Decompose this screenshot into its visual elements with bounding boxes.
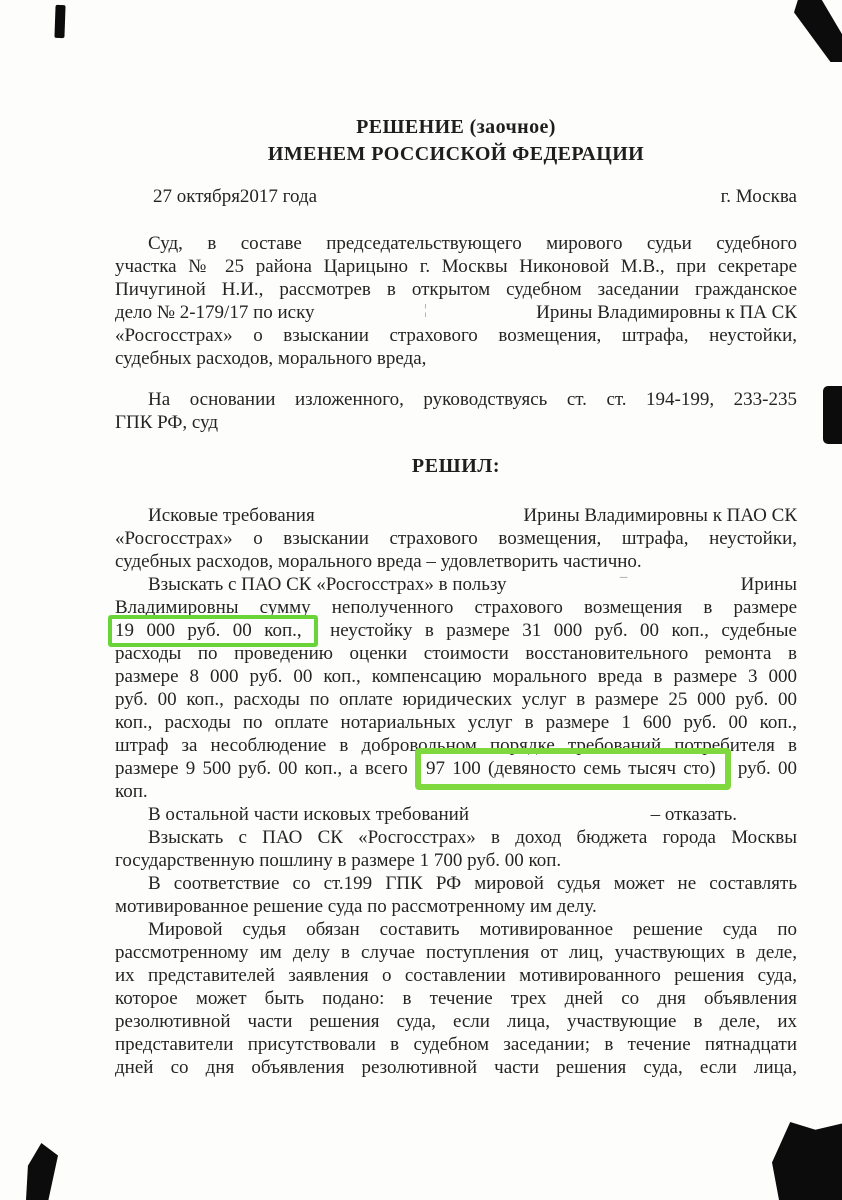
text-line: коп. <box>115 781 148 802</box>
text-line: Пичугиной Н.И., рассмотрев в открытом судебном заседании гражданское <box>115 279 797 300</box>
highlight-total-amount: 97 100 (девяносто семь тысяч сто) <box>415 748 731 790</box>
text-line: «Росгосстрах» о взыскании страхового возмещения, штрафа, неустойки, <box>115 528 797 549</box>
redaction-gap-mark: ¦ <box>423 302 427 318</box>
paragraph-claims-granted <box>115 504 797 573</box>
text-line-with-redaction <box>115 504 797 527</box>
paragraph-article-199 <box>115 872 797 918</box>
deny-text: – отказать. <box>650 804 737 825</box>
remaining-claims-text: В остальной части исковых требований <box>148 804 469 825</box>
resolution-heading: РЕШИЛ: <box>411 455 501 477</box>
text-line-with-redaction <box>115 803 797 826</box>
title-in-the-name-of: ИМЕНЕМ РОССИСКОЙ ФЕДЕРАЦИИ <box>267 143 645 165</box>
paragraph-reasoned-decision-rules <box>115 918 797 1079</box>
date-row <box>115 185 797 208</box>
paragraph-claims-denied <box>115 803 797 826</box>
text-line: Суд, в составе председательствующего мирового судьи судебного <box>148 233 797 254</box>
text-line: судебных расходов, морального вреда, <box>115 348 427 369</box>
text-line: Мировой судья обязан составить мотивированное решение суда по <box>148 919 797 940</box>
text-line: дней со дня объявления резолютивной части решения суда, если лица, <box>115 1057 797 1078</box>
text-line: их представителей заявления о составлении мотивированного решения суда, <box>115 965 797 986</box>
text-line: государственную пошлину в размере 1 700 руб. 00 коп. <box>115 850 562 871</box>
document-title-block <box>115 114 797 168</box>
text-line: которое может быть подано: в течение трех дней со дня объявления <box>115 988 797 1009</box>
highlight-insurance-amount: 19 000 руб. 00 коп., <box>108 615 318 647</box>
title-decision-type: РЕШЕНИЕ (заочное) <box>356 116 556 138</box>
text-line-with-redaction <box>115 301 797 324</box>
text-line: руб. 00 коп., расходы по оплате юридических услуг в размере 25 000 руб. 00 <box>115 689 797 710</box>
text-line-highlighted <box>115 619 797 642</box>
text-segment: неустойку в размере 31 000 руб. 00 коп., судебные <box>330 620 797 641</box>
text-line-highlighted <box>115 757 797 780</box>
text-line: штраф за несоблюдение в добровольном порядке требований потребителя в <box>115 735 797 756</box>
text-line: В соответствие со ст.199 ГПК РФ мировой судья может не составлять <box>148 873 797 894</box>
scan-artifact-top-left <box>54 5 65 38</box>
text-line: мотивированное решение суда по рассмотренному им делу. <box>115 896 597 917</box>
scan-artifact-right-edge <box>823 386 842 444</box>
paragraph-court-composition <box>115 232 797 370</box>
text-line: коп., расходы по оплате нотариальных услуг в размере 1 600 руб. 00 коп., <box>115 712 797 733</box>
text-line: расходы по проведению оценки стоимости восстановительного ремонта в <box>115 643 797 664</box>
text-line: «Росгосстрах» о взыскании страхового возмещения, штрафа, неустойки, <box>115 325 797 346</box>
recover-from-text: Взыскать с ПАО СК «Росгосстрах» в пользу <box>148 574 507 595</box>
text-segment: руб. 00 <box>737 758 798 779</box>
paragraph-awarded-amounts <box>115 569 798 803</box>
text-line: участка № 25 района Царицыно г. Москвы Никоновой М.В., при секретаре <box>115 256 797 277</box>
text-line: представители присутствовали в судебном заседании; в течение пятнадцати <box>115 1034 797 1055</box>
plaintiff-name-text: Ирины <box>740 574 797 595</box>
text-line: рассмотренному им делу в случае поступления от лиц, участвующих в деле, <box>115 942 797 963</box>
text-line: На основании изложенного, руководствуясь ст. ст. 194-199, 233-235 <box>148 389 797 410</box>
text-line: Взыскать с ПАО СК «Росгосстрах» в доход бюджета города Москвы <box>148 827 797 848</box>
text-line: Владимировны сумму неполученного страхового возмещения в размере <box>115 597 797 618</box>
text-line-with-redaction <box>115 569 797 596</box>
claims-text: Исковые требования <box>148 505 315 526</box>
text-line: ГПК РФ, суд <box>115 412 219 433</box>
text-line: судебных расходов, морального вреда – удовлетворить частично. <box>115 551 642 572</box>
text-line: резолютивной части решения суда, если лица, участвующие в деле, их <box>115 1011 797 1032</box>
plaintiff-name-text: Ирины Владимировны к ПА СК <box>536 302 797 323</box>
case-number-text: дело № 2-179/17 по иску <box>115 302 315 323</box>
paragraph-state-duty <box>115 826 797 872</box>
text-line: размере 8 000 руб. 00 коп., компенсацию морального вреда в размере 3 000 <box>115 666 797 687</box>
decision-city: г. Москва <box>720 186 797 207</box>
decision-date: 27 октября2017 года <box>153 186 318 207</box>
plaintiff-name-text: Ирины Владимировны к ПАО СК <box>523 505 797 526</box>
paragraph-legal-basis <box>115 388 797 434</box>
redaction-gap-mark: – <box>619 569 628 585</box>
text-segment: размере 9 500 руб. 00 коп., а всего <box>115 758 408 779</box>
